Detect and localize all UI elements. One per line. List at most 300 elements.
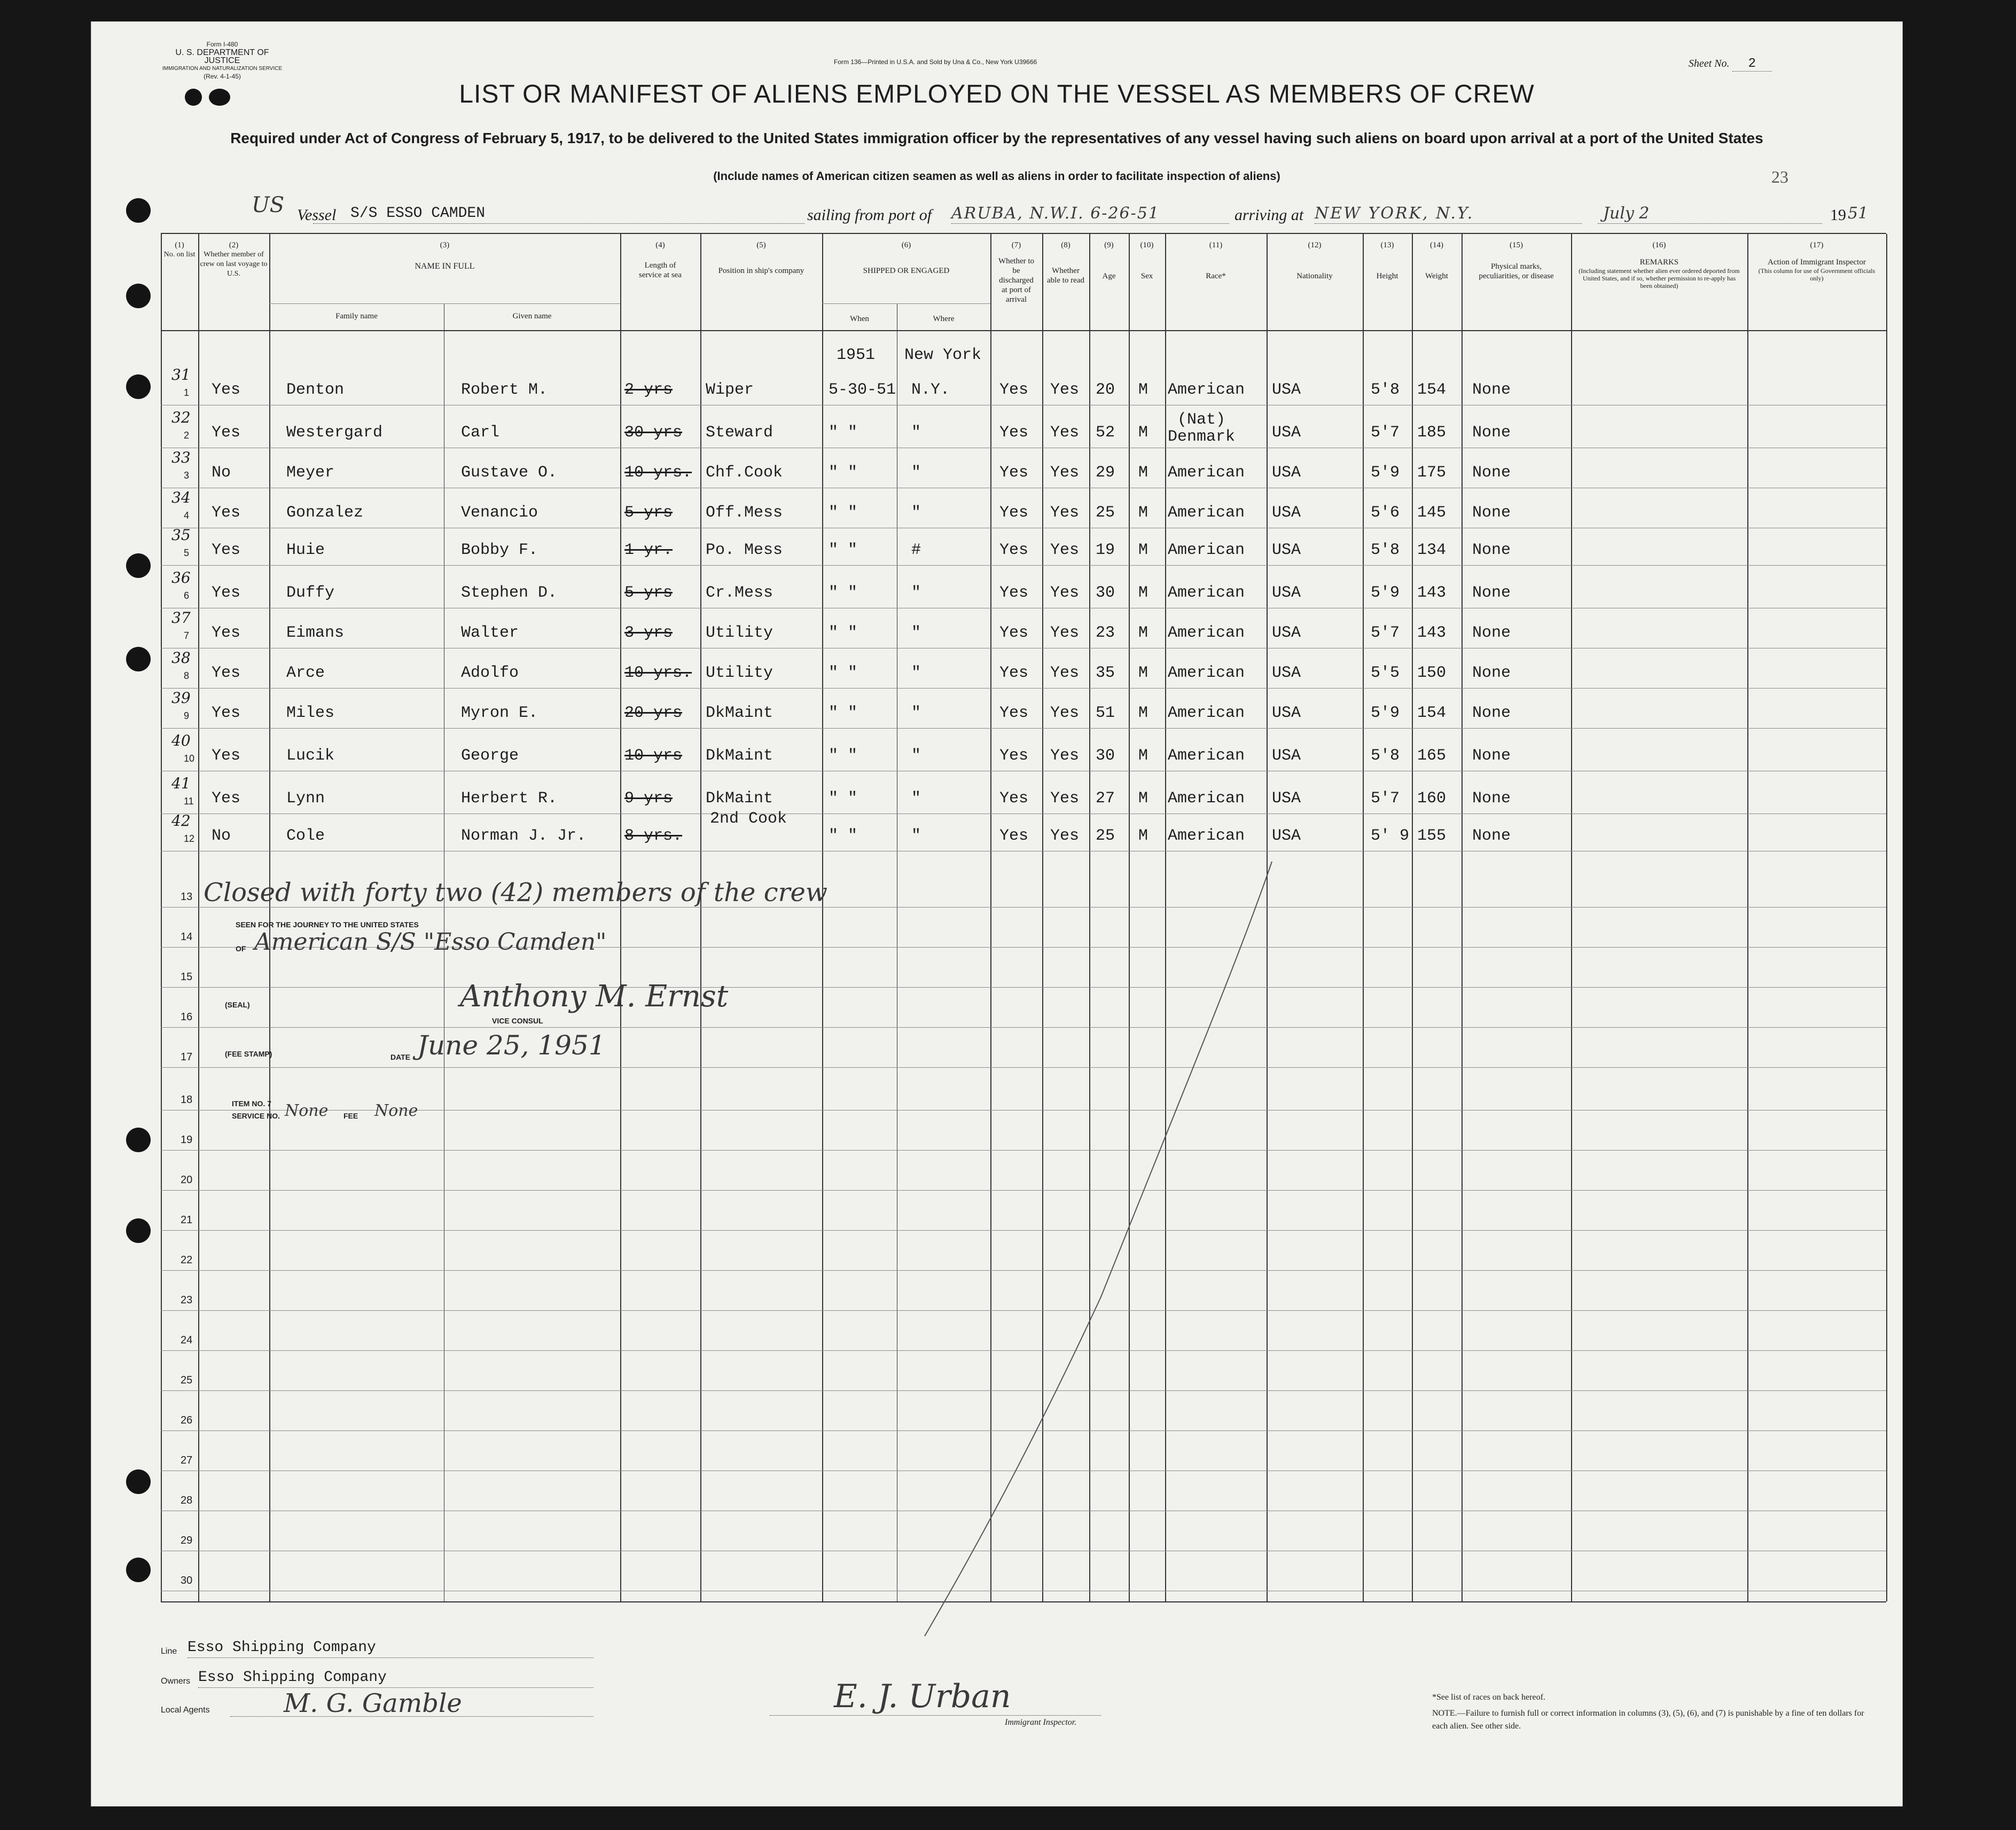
cell-position: Cr.Mess xyxy=(706,584,773,602)
cell-race: American xyxy=(1168,381,1245,399)
cell-when: " " xyxy=(829,747,858,765)
cell-read: Yes xyxy=(1050,584,1080,602)
cell-last: No xyxy=(212,464,231,482)
cell-weight: 175 xyxy=(1417,464,1447,482)
consul-signature: Anthony M. Ernst xyxy=(460,979,729,1014)
cell-position: Utility xyxy=(706,624,773,642)
punch-hole xyxy=(126,1558,151,1582)
cell-last: Yes xyxy=(212,624,241,642)
cell-race: American xyxy=(1168,584,1245,602)
cell-sex: M xyxy=(1138,424,1148,442)
revision: (Rev. 4-1-45) xyxy=(204,73,241,80)
year-prefix: 19 xyxy=(1830,206,1846,224)
cell-family: Cole xyxy=(286,827,325,845)
cell-race: American xyxy=(1168,664,1245,682)
cell-nationality: USA xyxy=(1272,704,1301,722)
cell-when: " " xyxy=(829,464,858,482)
cell-age: 20 xyxy=(1096,381,1115,399)
row-line-number: 30 xyxy=(181,1575,193,1586)
inspector-label: Immigrant Inspector. xyxy=(1005,1718,1077,1727)
cell-race: American xyxy=(1168,789,1245,808)
sheet-number xyxy=(1689,57,1772,71)
col-header-family: Family name xyxy=(335,312,378,320)
fee-value: None xyxy=(374,1101,418,1120)
cell-family: Lucik xyxy=(286,747,335,765)
cell-family: Eimans xyxy=(286,624,345,642)
col-header-1: (1) No. on list xyxy=(163,241,196,259)
row-line-number: 25 xyxy=(181,1374,193,1386)
closing-note: Closed with forty two (42) members of the crew xyxy=(204,878,828,908)
row-line-number: 3 xyxy=(184,470,190,481)
row-list-number: 31 xyxy=(171,366,191,384)
row-line-number: 16 xyxy=(181,1011,193,1023)
seal-label: (SEAL) xyxy=(225,1000,250,1009)
row-list-number: 35 xyxy=(171,526,191,544)
cell-service: 5 yrs xyxy=(624,584,673,602)
cell-service: 9 yrs xyxy=(624,789,673,808)
service-name: IMMIGRATION AND NATURALIZATION SERVICE xyxy=(162,66,283,72)
cell-given: Norman J. Jr. xyxy=(461,827,587,845)
cell-service: 3 yrs xyxy=(624,624,673,642)
cell-when: 5-30-51 xyxy=(829,381,896,399)
cell-service: 10 yrs xyxy=(624,747,683,765)
cell-where: " xyxy=(911,664,921,682)
cell-height: 5'7 xyxy=(1371,424,1400,442)
cell-weight: 165 xyxy=(1417,747,1447,765)
cell-race: American xyxy=(1168,747,1245,765)
us-mark: US xyxy=(252,193,285,217)
row-line-number: 12 xyxy=(184,833,195,844)
cell-read: Yes xyxy=(1050,464,1080,482)
cell-position: Po. Mess xyxy=(706,541,783,559)
row-line-number: 8 xyxy=(184,670,190,681)
page-subtitle: Required under Act of Congress of February 5, 1917, to be delivered to the United States immigration officer by the representatives of any vessel having such aliens on board upon arrival at a port of the United States xyxy=(230,130,1763,146)
cell-weight: 143 xyxy=(1417,624,1447,642)
cell-race: American xyxy=(1168,624,1245,642)
cell-service: 10 yrs. xyxy=(624,664,692,682)
of-label: OF xyxy=(236,944,246,953)
cell-marks: None xyxy=(1472,381,1511,399)
col-header-7: (7) Whether to be discharged at port of arrival xyxy=(998,241,1035,304)
cell-race: American xyxy=(1168,464,1245,482)
col-header-3: (3) NAME IN FULL xyxy=(415,241,475,271)
cell-position: Steward xyxy=(706,424,773,442)
cell-given: Adolfo xyxy=(461,664,519,682)
cell-when: " " xyxy=(829,789,858,808)
cell-height: 5'9 xyxy=(1371,584,1400,602)
cell-given: Stephen D. xyxy=(461,584,558,602)
cell-marks: None xyxy=(1472,664,1511,682)
cell-nationality: USA xyxy=(1272,424,1301,442)
cell-read: Yes xyxy=(1050,664,1080,682)
pen-stroke xyxy=(802,859,1283,1639)
cell-nationality: USA xyxy=(1272,381,1301,399)
cell-service: 10 yrs. xyxy=(624,464,692,482)
cell-service: 20 yrs xyxy=(624,704,683,722)
cell-position: Wiper xyxy=(706,381,754,399)
sheet-value: 2 xyxy=(1732,57,1772,72)
row-list-number: 37 xyxy=(171,609,191,627)
cell-where: " xyxy=(911,504,921,522)
cell-discharged: Yes xyxy=(999,704,1029,722)
cell-sex: M xyxy=(1138,381,1148,399)
cell-where: " xyxy=(911,789,921,808)
row-list-number: 38 xyxy=(171,649,191,667)
cell-marks: None xyxy=(1472,541,1511,559)
row-line-number: 5 xyxy=(184,548,190,558)
cell-sex: M xyxy=(1138,704,1148,722)
consular-date: June 25, 1951 xyxy=(417,1030,606,1061)
col-header-4: (4) Length of service at sea xyxy=(639,241,682,279)
cell-height: 5'9 xyxy=(1371,464,1400,482)
cell-position: DkMaint xyxy=(706,704,773,722)
cell-height: 5'9 xyxy=(1371,704,1400,722)
cell-last: Yes xyxy=(212,747,241,765)
cell-family: Lynn xyxy=(286,789,325,808)
page-title: LIST OR MANIFEST OF ALIENS EMPLOYED ON THE VESSEL AS MEMBERS OF CREW xyxy=(459,80,1535,108)
fee-label: FEE xyxy=(343,1112,358,1120)
cell-family: Gonzalez xyxy=(286,504,364,522)
row-line-number: 2 xyxy=(184,430,190,441)
cell-read: Yes xyxy=(1050,504,1080,522)
page-subtitle-note: (Include names of American citizen seamen as well as aliens in order to facilitate inspection of aliens) xyxy=(713,169,1280,183)
cell-discharged: Yes xyxy=(999,747,1029,765)
cell-family: Westergard xyxy=(286,424,383,442)
col-header-14: (14) Weight xyxy=(1425,241,1448,280)
cell-where: " xyxy=(911,424,921,442)
cell-discharged: Yes xyxy=(999,381,1029,399)
cell-sex: M xyxy=(1138,747,1148,765)
cell-discharged: Yes xyxy=(999,504,1029,522)
row-line-number: 1 xyxy=(184,387,190,398)
cell-nationality: USA xyxy=(1272,827,1301,845)
row-list-number: 32 xyxy=(171,409,191,426)
cell-when: " " xyxy=(829,704,858,722)
cell-where: " xyxy=(911,704,921,722)
row-list-number: 34 xyxy=(171,489,191,506)
cell-weight: 160 xyxy=(1417,789,1447,808)
cell-when: " " xyxy=(829,584,858,602)
cell-position: DkMaint xyxy=(706,789,773,808)
cell-service: 30 yrs xyxy=(624,424,683,442)
row-list-number: 39 xyxy=(171,689,191,707)
cell-nationality: USA xyxy=(1272,541,1301,559)
manifest-table xyxy=(161,233,1886,1602)
row-line-number: 20 xyxy=(181,1174,193,1186)
row-line-number: 27 xyxy=(181,1454,193,1466)
col-header-11: (11) Race* xyxy=(1206,241,1226,280)
cell-nationality: USA xyxy=(1272,789,1301,808)
cell-marks: None xyxy=(1472,624,1511,642)
row-line-number: 10 xyxy=(184,753,195,764)
date-label: DATE xyxy=(390,1053,411,1061)
cell-race-note: (Nat) xyxy=(1177,411,1226,429)
col-header-given: Given name xyxy=(512,312,552,320)
cell-age: 25 xyxy=(1096,504,1115,522)
row-list-number: 41 xyxy=(171,775,191,792)
item-label: ITEM NO. 7 xyxy=(232,1099,271,1108)
cell-marks: None xyxy=(1472,704,1511,722)
cell-where: " xyxy=(911,827,921,845)
arrival-year: 51 xyxy=(1848,204,1869,223)
cell-weight: 154 xyxy=(1417,704,1447,722)
vice-consul-label: VICE CONSUL xyxy=(492,1016,543,1025)
cell-service: 1 yr. xyxy=(624,541,673,559)
cell-last: Yes xyxy=(212,584,241,602)
cell-sex: M xyxy=(1138,789,1148,808)
cell-given: Robert M. xyxy=(461,381,548,399)
inspector-signature: E. J. Urban xyxy=(834,1678,1011,1715)
cell-age: 30 xyxy=(1096,584,1115,602)
cell-discharged: Yes xyxy=(999,827,1029,845)
cell-height: 5'6 xyxy=(1371,504,1400,522)
cell-weight: 134 xyxy=(1417,541,1447,559)
service-no: None xyxy=(285,1101,329,1120)
row-list-number: 36 xyxy=(171,569,191,586)
cell-sex: M xyxy=(1138,624,1148,642)
cell-when: " " xyxy=(829,504,858,522)
row-line-number: 22 xyxy=(181,1254,193,1266)
cell-last: Yes xyxy=(212,664,241,682)
punch-hole xyxy=(126,647,151,671)
cell-sex: M xyxy=(1138,541,1148,559)
cell-weight: 185 xyxy=(1417,424,1447,442)
cell-when: " " xyxy=(829,541,858,559)
cell-read: Yes xyxy=(1050,747,1080,765)
punch-hole xyxy=(126,1128,151,1152)
agents-label: Local Agents xyxy=(161,1706,210,1715)
cell-age: 51 xyxy=(1096,704,1115,722)
col-header-when: When xyxy=(850,315,869,323)
cell-discharged: Yes xyxy=(999,664,1029,682)
cell-age: 30 xyxy=(1096,747,1115,765)
cell-last: Yes xyxy=(212,424,241,442)
cell-weight: 155 xyxy=(1417,827,1447,845)
cell-given: Bobby F. xyxy=(461,541,538,559)
row-line-number: 11 xyxy=(184,796,194,807)
cell-race: American xyxy=(1168,827,1245,845)
agents-value: M. G. Gamble xyxy=(284,1688,462,1718)
row-list-number: 40 xyxy=(171,732,191,749)
cell-given: George xyxy=(461,747,519,765)
arriving-port: NEW YORK, N.Y. xyxy=(1315,204,1474,223)
cell-when: " " xyxy=(829,624,858,642)
col-header-where: Where xyxy=(933,315,955,323)
punch-hole xyxy=(126,198,151,223)
row-line-number: 29 xyxy=(181,1535,193,1546)
row-line-number: 15 xyxy=(181,971,193,983)
cell-read: Yes xyxy=(1050,789,1080,808)
cell-weight: 150 xyxy=(1417,664,1447,682)
cell-service: 5 yrs xyxy=(624,504,673,522)
cell-discharged: Yes xyxy=(999,464,1029,482)
cell-last: Yes xyxy=(212,381,241,399)
cell-race: American xyxy=(1168,541,1245,559)
row-line-number: 23 xyxy=(181,1294,193,1306)
cell-weight: 154 xyxy=(1417,381,1447,399)
cell-discharged: Yes xyxy=(999,541,1029,559)
printer-line: Form 136—Printed in U.S.A. and Sold by Una & Co., New York U39666 xyxy=(834,58,1037,66)
cell-weight: 143 xyxy=(1417,584,1447,602)
races-note: *See list of races on back hereof. xyxy=(1432,1693,1545,1702)
sheet-label: Sheet No. xyxy=(1689,58,1730,69)
note-label: NOTE.— xyxy=(1432,1709,1466,1718)
row-line-number: 17 xyxy=(181,1051,193,1063)
cell-sex: M xyxy=(1138,504,1148,522)
row-list-number: 42 xyxy=(171,812,191,830)
cell-service: 2 yrs xyxy=(624,381,673,399)
cell-sex: M xyxy=(1138,664,1148,682)
cell-position: DkMaint xyxy=(706,747,773,765)
cell-age: 27 xyxy=(1096,789,1115,808)
vessel-name: S/S ESSO CAMDEN xyxy=(350,205,486,222)
cell-height: 5'8 xyxy=(1371,747,1400,765)
punch-hole xyxy=(126,553,151,578)
cell-given: Carl xyxy=(461,424,500,442)
col-header-2: (2) Whether member of crew on last voyage to U.S. xyxy=(200,241,268,278)
cell-height: 5'7 xyxy=(1371,789,1400,808)
cell-given: Myron E. xyxy=(461,704,538,722)
col-header-16: (16) REMARKS (Including statement whether alien ever ordered deported from United States, and if so, whether permission to re-apply has been obtained) xyxy=(1579,241,1740,290)
punch-hole xyxy=(126,284,151,308)
col-header-13: (13) Height xyxy=(1376,241,1398,280)
note-text: Failure to furnish full or correct information in columns (3), (5), (6), and (7) is punishable by a fine of ten dollars for each alien. See other side. xyxy=(1432,1709,1864,1731)
seen-label: SEEN FOR THE JOURNEY TO THE UNITED STATES xyxy=(236,920,419,929)
col-header-5: (5) Position in ship's company xyxy=(718,241,804,275)
punch-hole xyxy=(126,374,151,399)
sailing-label: sailing from port of xyxy=(807,206,932,224)
cell-discharged: Yes xyxy=(999,424,1029,442)
cell-nationality: USA xyxy=(1272,584,1301,602)
of-value: American S/S "Esso Camden" xyxy=(254,928,607,956)
cell-age: 52 xyxy=(1096,424,1115,442)
cell-read: Yes xyxy=(1050,381,1080,399)
cell-where: " xyxy=(911,624,921,642)
cell-marks: None xyxy=(1472,424,1511,442)
manifest-sheet xyxy=(91,21,1903,1806)
cell-given: Gustave O. xyxy=(461,464,558,482)
cell-marks: None xyxy=(1472,504,1511,522)
punch-hole xyxy=(126,1218,151,1243)
arrival-date: July 2 xyxy=(1603,204,1650,223)
cell-last: Yes xyxy=(212,789,241,808)
line-value: Esso Shipping Company xyxy=(187,1639,376,1656)
punch-hole xyxy=(126,1469,151,1494)
cell-height: 5'8 xyxy=(1371,541,1400,559)
row-line-number: 21 xyxy=(181,1214,193,1226)
cell-sex: M xyxy=(1138,584,1148,602)
cell-family: Huie xyxy=(286,541,325,559)
cell-age: 23 xyxy=(1096,624,1115,642)
cell-sex: M xyxy=(1138,827,1148,845)
cell-family: Duffy xyxy=(286,584,335,602)
cell-family: Arce xyxy=(286,664,325,682)
col-header-10: (10) Sex xyxy=(1140,241,1154,280)
cell-marks: None xyxy=(1472,827,1511,845)
cell-nationality: USA xyxy=(1272,747,1301,765)
row-line-number: 19 xyxy=(181,1134,193,1146)
form-id: Form I-480 xyxy=(206,41,238,48)
owners-value: Esso Shipping Company xyxy=(198,1669,387,1686)
cell-last: Yes xyxy=(212,541,241,559)
cell-where: N.Y. xyxy=(911,381,950,399)
cell-when: " " xyxy=(829,827,858,845)
row-line-number: 28 xyxy=(181,1495,193,1506)
footer xyxy=(161,1635,1886,1795)
cell-discharged: Yes xyxy=(999,584,1029,602)
cell-read: Yes xyxy=(1050,424,1080,442)
cell-race: Denmark xyxy=(1168,428,1236,446)
voyage-line xyxy=(252,193,1869,228)
cell-weight: 145 xyxy=(1417,504,1447,522)
cell-where: " xyxy=(911,747,921,765)
cell-marks: None xyxy=(1472,464,1511,482)
shipped-place: New York xyxy=(904,346,982,364)
page-number: 23 xyxy=(1771,167,1788,186)
cell-read: Yes xyxy=(1050,827,1080,845)
cell-last: No xyxy=(212,827,231,845)
cell-height: 5'5 xyxy=(1371,664,1400,682)
cell-nationality: USA xyxy=(1272,664,1301,682)
vessel-label: Vessel xyxy=(297,206,337,224)
arriving-label: arriving at xyxy=(1234,206,1304,224)
row-line-number: 14 xyxy=(181,931,193,943)
cell-read: Yes xyxy=(1050,704,1080,722)
row-line-number: 13 xyxy=(181,891,193,903)
cell-nationality: USA xyxy=(1272,624,1301,642)
line-label: Line xyxy=(161,1647,177,1656)
cell-given: Herbert R. xyxy=(461,789,558,808)
col-header-6: (6) SHIPPED OR ENGAGED xyxy=(863,241,950,275)
cell-position: Utility xyxy=(706,664,773,682)
cell-height: 5'7 xyxy=(1371,624,1400,642)
cell-position: Chf.Cook xyxy=(706,464,783,482)
cell-race: American xyxy=(1168,504,1245,522)
cell-race: American xyxy=(1168,704,1245,722)
cell-read: Yes xyxy=(1050,624,1080,642)
shipped-year: 1951 xyxy=(837,346,876,364)
cell-read: Yes xyxy=(1050,541,1080,559)
cell-where: " xyxy=(911,464,921,482)
owners-label: Owners xyxy=(161,1677,191,1686)
fee-stamp-label: (FEE STAMP) xyxy=(225,1050,272,1058)
form-id-block xyxy=(161,41,284,81)
cell-marks: None xyxy=(1472,789,1511,808)
cell-marks: None xyxy=(1472,584,1511,602)
row-line-number: 4 xyxy=(184,510,190,521)
col-header-15: (15) Physical marks, peculiarities, or disease xyxy=(1479,241,1554,280)
cell-age: 25 xyxy=(1096,827,1115,845)
row-line-number: 24 xyxy=(181,1334,193,1346)
cell-discharged: Yes xyxy=(999,624,1029,642)
row-line-number: 6 xyxy=(184,590,190,601)
fine-note xyxy=(1432,1707,1876,1733)
cell-marks: None xyxy=(1472,747,1511,765)
cell-height: 5' 9 xyxy=(1371,827,1410,845)
cell-height: 5'8 xyxy=(1371,381,1400,399)
cell-nationality: USA xyxy=(1272,464,1301,482)
cell-given: Venancio xyxy=(461,504,538,522)
cell-family: Meyer xyxy=(286,464,335,482)
col-header-12: (12) Nationality xyxy=(1296,241,1333,280)
row-line-number: 26 xyxy=(181,1414,193,1426)
row-line-number: 7 xyxy=(184,630,190,641)
cell-discharged: Yes xyxy=(999,789,1029,808)
cell-family: Denton xyxy=(286,381,345,399)
cell-position: 2nd Cook xyxy=(709,810,787,828)
from-port: ARUBA, N.W.I. 6-26-51 xyxy=(951,204,1160,223)
cell-service: 8 yrs. xyxy=(624,827,683,845)
